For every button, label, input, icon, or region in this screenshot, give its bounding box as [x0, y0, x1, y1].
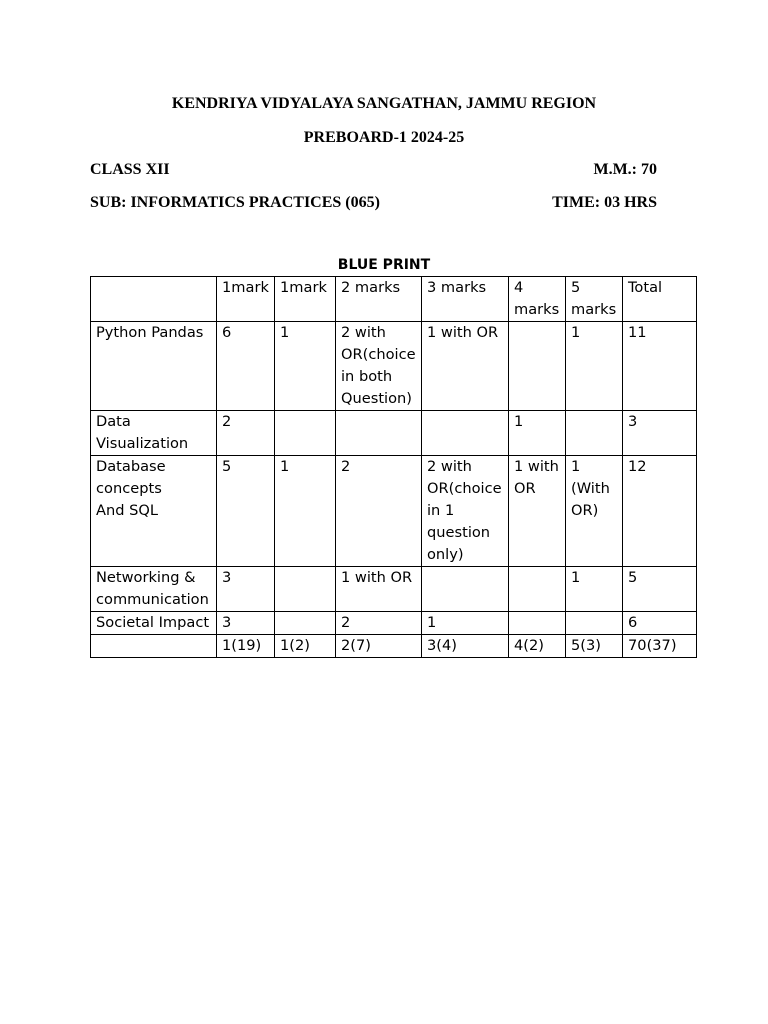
column-header [91, 277, 217, 322]
table-cell: 3 [623, 411, 697, 456]
table-row [91, 411, 697, 456]
table-cell: 6 [217, 322, 275, 411]
table-cell: 1 [275, 456, 336, 567]
blueprint-table [90, 276, 697, 658]
table-cell: 2 [336, 612, 422, 635]
table-cell [566, 612, 623, 635]
table-cell [509, 612, 566, 635]
exam-title: PREBOARD-1 2024-25 [303, 129, 465, 146]
column-header: 3 marks [422, 277, 509, 322]
table-cell: 1(2) [275, 635, 336, 658]
table-cell: 1 with OR [422, 322, 509, 411]
table-cell [509, 322, 566, 411]
table-cell: 2 with OR(choice in both Question) [336, 322, 422, 411]
row-label: Database concepts And SQL [91, 456, 217, 567]
table-cell: 1 [422, 612, 509, 635]
table-cell: 2 [217, 411, 275, 456]
table-cell: 70(37) [623, 635, 697, 658]
table-cell: 4(2) [509, 635, 566, 658]
table-cell [566, 411, 623, 456]
column-header: 5 marks [566, 277, 623, 322]
table-cell [275, 612, 336, 635]
table-cell: 5 [623, 567, 697, 612]
table-cell: 1 [275, 322, 336, 411]
column-header: Total [623, 277, 697, 322]
table-header-row [91, 277, 697, 322]
time-label: TIME: 03 HRS [552, 194, 657, 211]
table-cell: 2(7) [336, 635, 422, 658]
row-label: Networking & communication [91, 567, 217, 612]
table-cell: 2 with OR(choice in 1 question only) [422, 456, 509, 567]
table-cell [509, 567, 566, 612]
table-cell [422, 411, 509, 456]
row-label: Data Visualization [91, 411, 217, 456]
table-row [91, 456, 697, 567]
max-marks: M.M.: 70 [593, 161, 657, 178]
column-header: 1mark [217, 277, 275, 322]
table-cell [422, 567, 509, 612]
table-row [91, 612, 697, 635]
table-row [91, 567, 697, 612]
table-cell [275, 567, 336, 612]
table-cell: 3 [217, 567, 275, 612]
table-cell: 5 [217, 456, 275, 567]
table-cell: 1 (With OR) [566, 456, 623, 567]
column-header: 4 marks [509, 277, 566, 322]
row-label: Python Pandas [91, 322, 217, 411]
table-cell: 1(19) [217, 635, 275, 658]
table-cell: 1 with OR [336, 567, 422, 612]
table-cell: 12 [623, 456, 697, 567]
table-cell: 1 [509, 411, 566, 456]
table-cell: 2 [336, 456, 422, 567]
table-cell: 3(4) [422, 635, 509, 658]
table-cell: 3 [217, 612, 275, 635]
column-header: 2 marks [336, 277, 422, 322]
table-cell: 1 with OR [509, 456, 566, 567]
row-label: Societal Impact [91, 612, 217, 635]
org-title: KENDRIYA VIDYALAYA SANGATHAN, JAMMU REGION [171, 95, 597, 112]
table-cell [336, 411, 422, 456]
column-header: 1mark [275, 277, 336, 322]
table-cell: 1 [566, 322, 623, 411]
row-label [91, 635, 217, 658]
table-cell: 11 [623, 322, 697, 411]
class-label: CLASS XII [90, 161, 170, 178]
blueprint-title: BLUE PRINT [337, 257, 431, 273]
subject-label: SUB: INFORMATICS PRACTICES (065) [90, 194, 380, 211]
table-cell: 1 [566, 567, 623, 612]
table-cell: 6 [623, 612, 697, 635]
table-row [91, 322, 697, 411]
table-cell [275, 411, 336, 456]
table-cell: 5(3) [566, 635, 623, 658]
table-row [91, 635, 697, 658]
